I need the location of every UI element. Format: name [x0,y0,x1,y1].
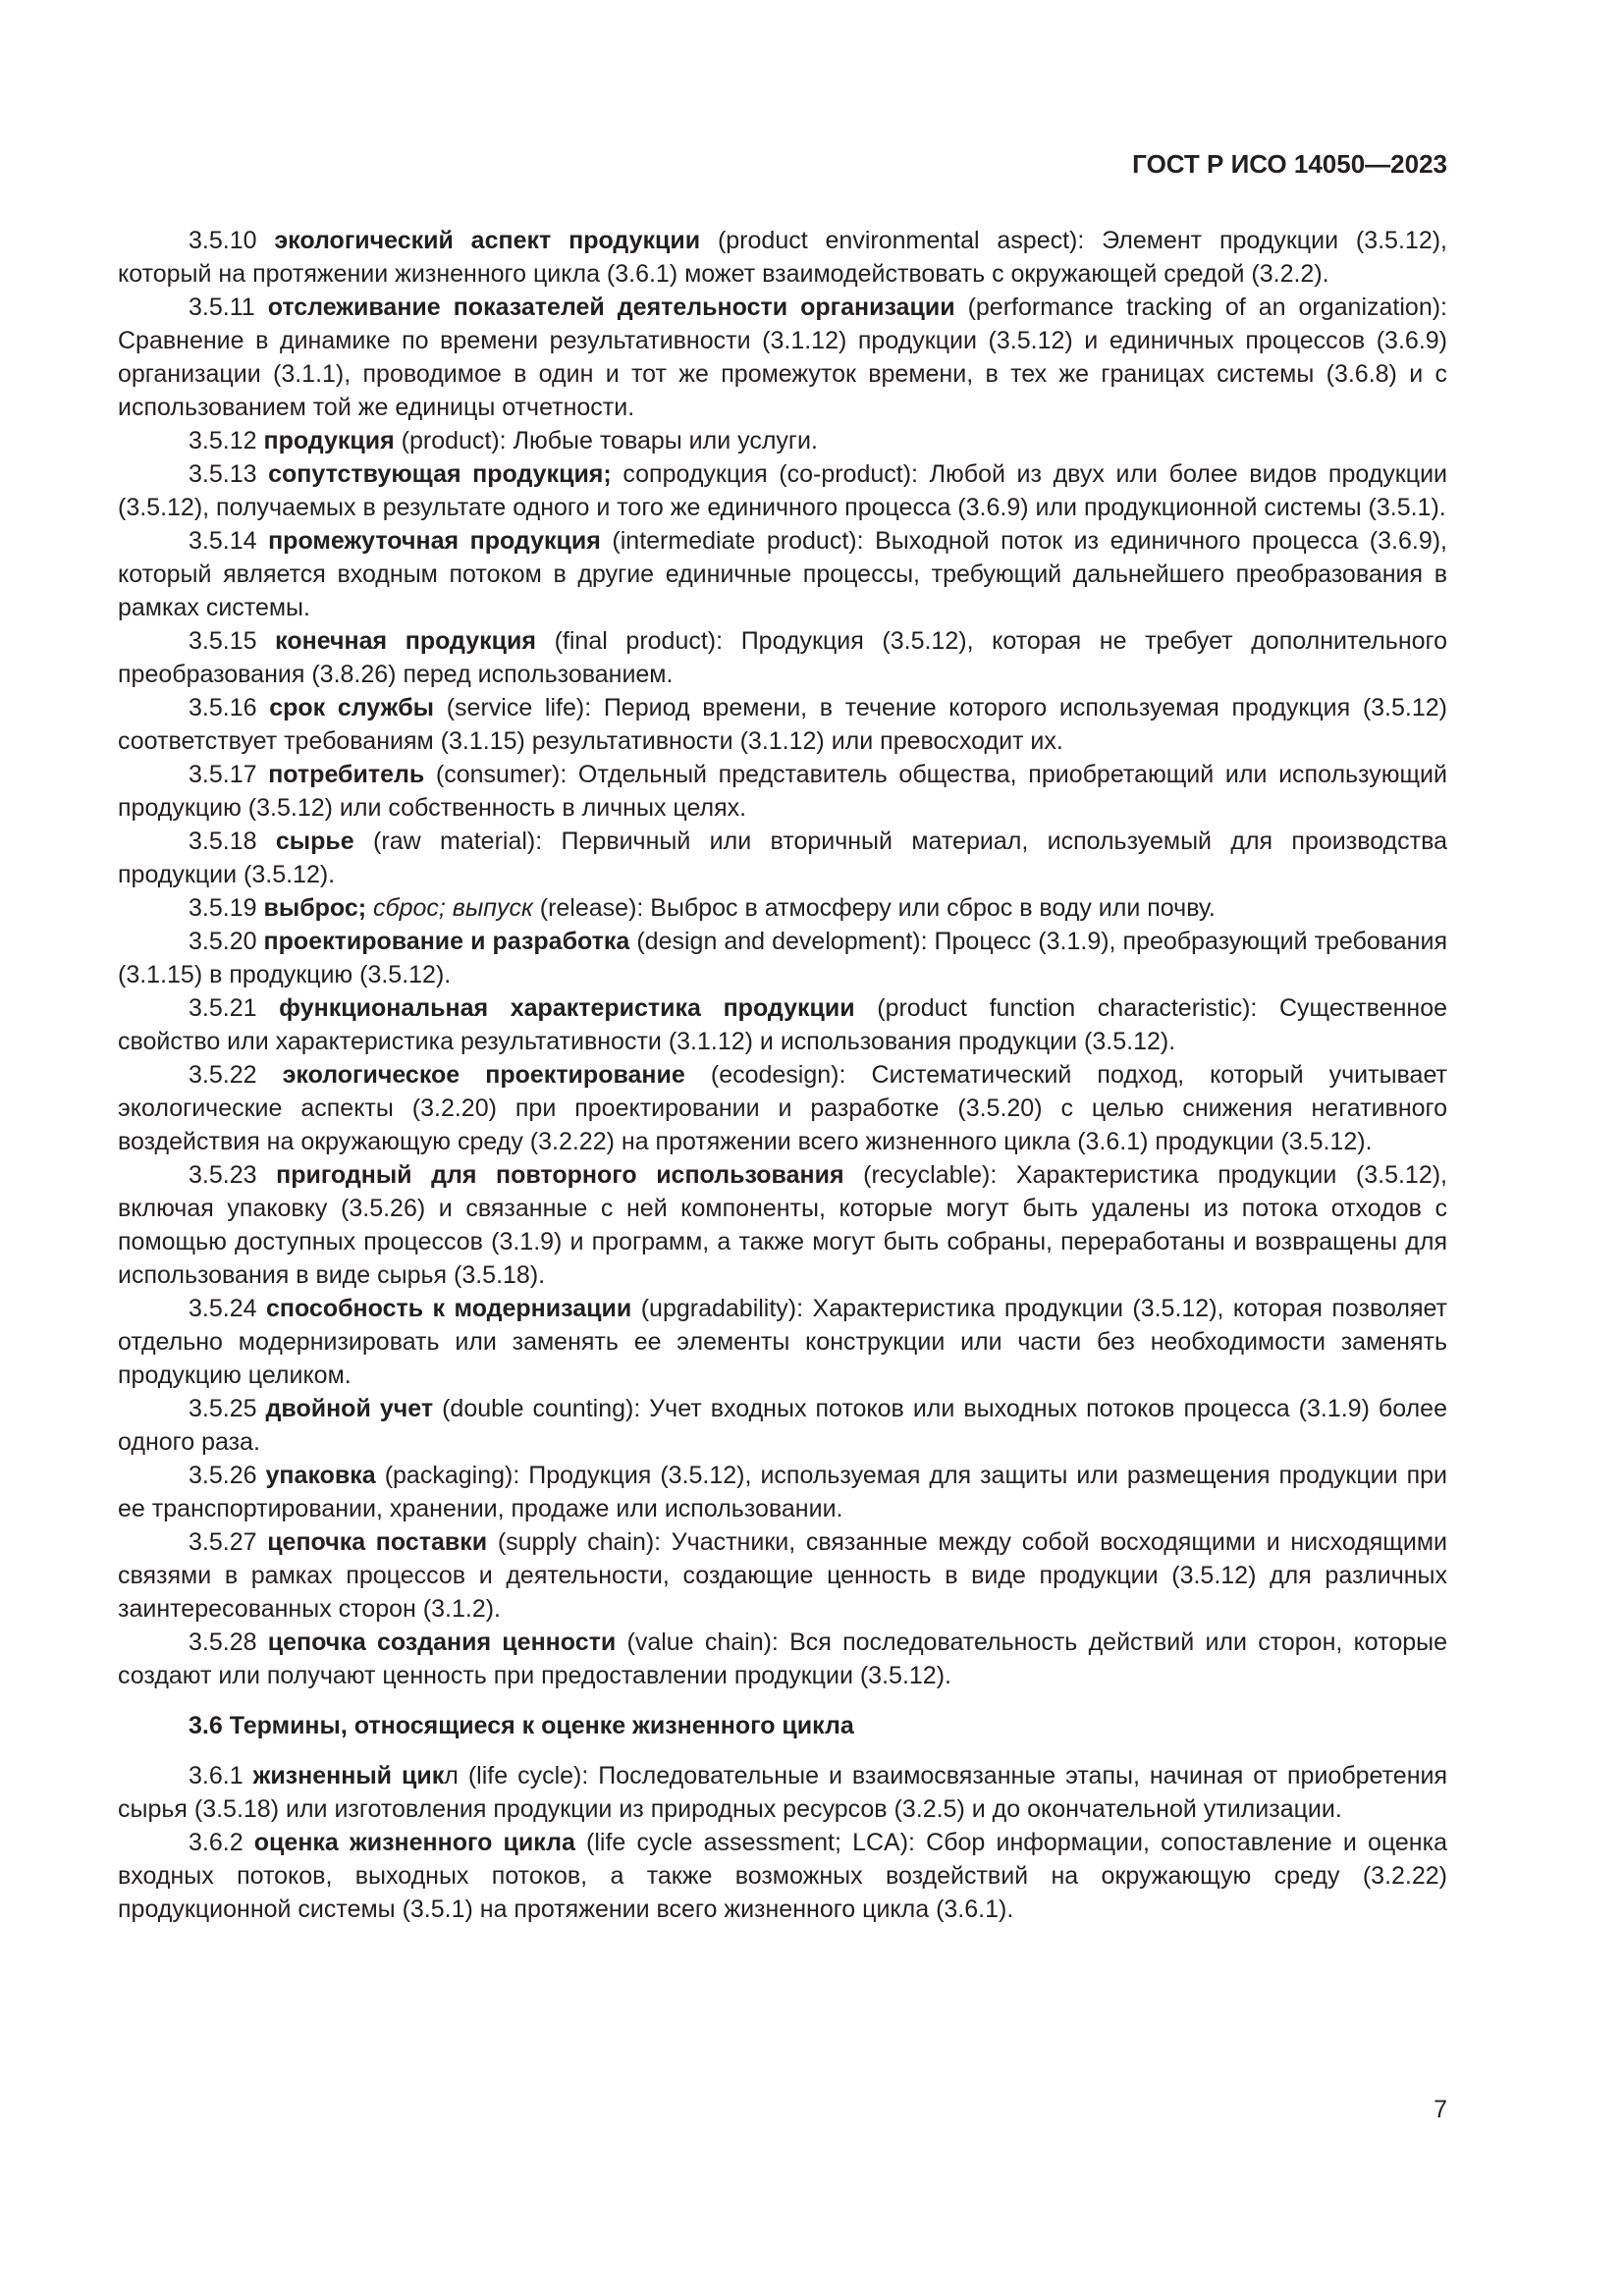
term-definition: (service life): Период времени, в течение которого используемая продукция (3.5.12) соответствует требованиям (3.1.15) результативности (3.1.12) или превосходит их. [118,694,1447,755]
term-name: цепочка создания ценности [267,1629,617,1656]
term-number: 3.6.1 [189,1762,244,1789]
term-entry [118,1158,1447,1292]
term-list [118,925,1447,1692]
term-definition: (product function characteristic): Существенное свойство или характеристика результативности (3.1.12) и использования продукции (3.5.12). [118,994,1448,1055]
term-entry [118,524,1447,624]
term-entry [118,925,1447,991]
term-definition: сопродукция (co-product): Любой из двух или более видов продукции (3.5.12), получаемых в результате одного и того же единичного процесса (3.6.9) или продукционной системы (3.5.1). [118,460,1447,521]
term-name: цепочка поставки [267,1528,488,1556]
term-number: 3.5.14 [189,527,257,555]
term-name: сырье [275,828,354,855]
term-definition: (consumer): Отдельный представитель общества, приобретающий или использующий продукцию (3.5.12) или собственность в личных целях. [118,761,1447,822]
term-entry [118,1292,1447,1392]
term-definition: (life cycle): Последовательные и взаимосвязанные этапы, начиная от приобретения сырья (3.5.18) или изготовления продукции из природных ресурсов (3.2.5) и до окончательной утилизации. [118,1762,1448,1823]
term-number: 3.5.13 [189,460,257,488]
term-definition: (ecodesign): Систематический подход, который учитывает экологические аспекты (3.2.20) при проектировании и разработке (3.5.20) с целью снижения негативного воздействия на окружающую среду (3.2.22) на протяжении всего жизненного цикла (3.6.1) продукции (3.5.12). [118,1061,1447,1155]
term-number: 3.5.25 [189,1395,257,1422]
term-number: 3.5.20 [189,928,257,955]
term-name: функциональная характеристика продукции [279,994,855,1022]
term-entry [118,457,1447,524]
term-number: 3.5.18 [189,828,257,855]
term-number: 3.5.26 [189,1462,257,1489]
term-number: 3.5.15 [189,627,257,655]
term-name: проектирование и разработка [263,928,630,955]
term-list [118,1826,1447,1926]
term-number: 3.5.19 [189,894,257,922]
term-definition: (packaging): Продукция (3.5.12), используемая для защиты или размещения продукции при ее транспортировании, хранении, продаже или использовании. [118,1462,1447,1522]
document-body [118,224,1447,1926]
term-number: 3.5.22 [189,1061,257,1089]
term-entry [118,1459,1447,1525]
term-name: оценка жизненного цикла [253,1829,575,1856]
term-number: 3.5.28 [189,1629,257,1656]
term-name: экологический аспект продукции [274,227,701,254]
term-name: продукция [263,427,395,454]
term-definition: (product): Любые товары или услуги. [394,427,818,454]
term-name: отслеживание показателей деятельности организации [267,294,955,321]
document-id-header: ГОСТ Р ИСО 14050—2023 [1132,149,1447,179]
term-name: упаковка [265,1462,376,1489]
term-entry [118,424,1447,457]
term-entry [118,691,1447,758]
term-definition: (upgradability): Характеристика продукции (3.5.12), которая позволяет отдельно модернизировать или заменять ее элементы конструкции или части без необходимости заменять продукцию целиком. [118,1295,1448,1389]
page-number: 7 [1434,2096,1447,2123]
term-number: 3.6.2 [189,1829,244,1856]
term-entry [118,1525,1447,1626]
term-name: сопутствующая продукция; [268,460,612,488]
term-definition: (double counting): Учет входных потоков или выходных потоков процесса (3.1.9) более одного раза. [118,1395,1447,1456]
term-entry [118,1392,1447,1459]
term-number: 3.5.24 [189,1295,257,1322]
term-name: способность к модернизации [265,1295,632,1322]
term-definition: (supply chain): Участники, связанные между собой восходящими и нисходящими связями в рамках процессов и деятельности, создающие ценность в виде продукции (3.5.12) для различных заинтересованных сторон (3.1.2). [118,1528,1447,1623]
term-definition: (design and development): Процесс (3.1.9), преобразующий требования (3.1.15) в продукцию (3.5.12). [118,928,1447,988]
section-heading: 3.6 Термины, относящиеся к оценке жизненного цикла [189,1712,854,1739]
term-definition: (life cycle assessment; LCA): Сбор информации, сопоставление и оценка входных потоков, выходных потоков, а также возможных воздействий на окружающую среду (3.2.22) продукционной системы (3.5.1) на протяжении всего жизненного цикла (3.6.1). [118,1829,1447,1923]
term-entry [118,1058,1447,1158]
term-name: пригодный для повторного использования [276,1161,844,1189]
term-name: срок службы [269,694,435,721]
term-list [118,224,1447,891]
term-entry [118,224,1447,291]
term-number: 3.5.17 [189,761,257,788]
term-entry-life-cycle [118,1759,1447,1826]
term-number: 3.5.16 [189,694,257,721]
term-definition: (release): Выброс в атмосферу или сброс в воду или почву. [532,894,1216,922]
term-definition: (value chain): Вся последовательность действий или сторон, которые создают или получают ценность при предоставлении продукции (3.5.12). [118,1629,1448,1689]
term-name: двойной учет [265,1395,434,1422]
term-number: 3.5.27 [189,1528,257,1556]
term-entry [118,1626,1447,1692]
term-name: экологическое проектирование [282,1061,685,1089]
term-definition: (intermediate product): Выходной поток из единичного процесса (3.6.9), который является входным потоком в другие единичные процессы, требующий дальнейшего преобразования в рамках системы. [118,527,1447,621]
term-definition: (recyclable): Характеристика продукции (3.5.12), включая упаковку (3.5.26) и связанные с ней компоненты, которые могут быть удалены из потока отходов с помощью доступных процессов (3.1.9) и программ, а также могут быть собраны, переработаны и возвращены для использования в виде сырья (3.5.18). [118,1161,1447,1289]
term-alternative: сброс; выпуск [366,894,533,922]
term-definition: (final product): Продукция (3.5.12), которая не требует дополнительного преобразования (3.8.26) перед использованием. [118,627,1448,688]
term-definition: (performance tracking of an organization): Сравнение в динамике по времени результативности (3.1.12) продукции (3.5.12) и единичных процессов (3.6.9) организации (3.1.1), проводимое в один и тот же промежуток времени, в тех же границах системы (3.6.8) и с использованием той же единицы отчетности. [118,294,1447,421]
term-definition: (product environmental aspect): Элемент продукции (3.5.12), который на протяжении жизненного цикла (3.6.1) может взаимодействовать с окружающей средой (3.2.2). [118,227,1447,288]
term-entry [118,825,1447,891]
term-entry [118,624,1447,691]
term-name: жизненный цик [252,1762,445,1789]
term-entry [118,758,1447,825]
term-number: 3.5.11 [189,294,255,321]
term-name: потребитель [268,761,425,788]
term-entry [118,991,1447,1058]
term-number: 3.5.21 [189,994,257,1022]
term-name-rest: л [444,1762,459,1789]
term-name: промежуточная продукция [268,527,601,555]
term-number: 3.5.12 [189,427,257,454]
term-number: 3.5.10 [189,227,257,254]
term-name: конечная продукция [275,627,536,655]
term-number: 3.5.23 [189,1161,257,1189]
term-name: выброс; [263,894,367,922]
term-entry [118,291,1447,424]
term-entry-release [118,891,1447,925]
term-definition: (raw material): Первичный или вторичный материал, используемый для производства продукции (3.5.12). [118,828,1447,888]
term-entry [118,1826,1447,1926]
